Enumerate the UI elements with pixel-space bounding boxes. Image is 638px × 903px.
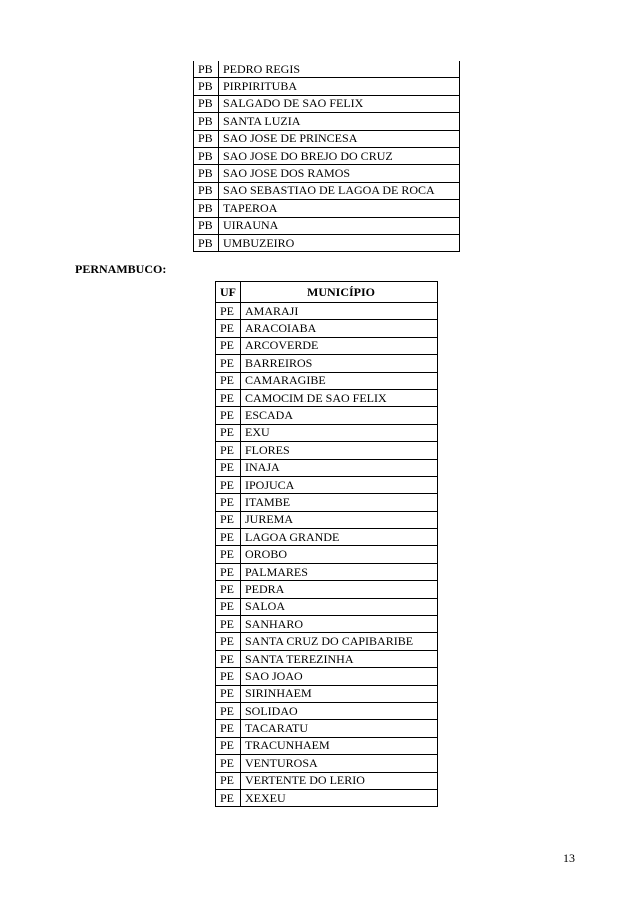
- table-row: [216, 772, 438, 789]
- table-row: [216, 476, 438, 493]
- table-row: [194, 130, 460, 147]
- cell-uf: PE: [216, 685, 241, 702]
- cell-uf: PE: [216, 476, 241, 493]
- cell-municipio: IPOJUCA: [241, 476, 438, 493]
- cell-municipio: SAO JOSE DE PRINCESA: [219, 130, 460, 147]
- cell-uf: PE: [216, 598, 241, 615]
- table-row: [216, 563, 438, 580]
- cell-municipio: SANTA LUZIA: [219, 113, 460, 130]
- cell-uf: PB: [194, 78, 219, 95]
- table-row: [216, 616, 438, 633]
- cell-municipio: SAO JOAO: [241, 668, 438, 685]
- cell-municipio: SAO JOSE DOS RAMOS: [219, 165, 460, 182]
- table-row: [216, 407, 438, 424]
- table-row: [194, 182, 460, 199]
- table-row: [216, 755, 438, 772]
- cell-uf: PB: [194, 200, 219, 217]
- table-row: [216, 685, 438, 702]
- cell-municipio: CAMOCIM DE SAO FELIX: [241, 389, 438, 406]
- cell-municipio: PEDRA: [241, 581, 438, 598]
- table-row: [194, 165, 460, 182]
- cell-municipio: JUREMA: [241, 511, 438, 528]
- cell-uf: PE: [216, 737, 241, 754]
- cell-municipio: SOLIDAO: [241, 702, 438, 719]
- table-row: [194, 95, 460, 112]
- cell-municipio: EXU: [241, 424, 438, 441]
- cell-municipio: SAO JOSE DO BREJO DO CRUZ: [219, 147, 460, 164]
- table-row: [216, 737, 438, 754]
- cell-uf: PE: [216, 424, 241, 441]
- table-row: [194, 113, 460, 130]
- cell-municipio: SALGADO DE SAO FELIX: [219, 95, 460, 112]
- table-row: [216, 529, 438, 546]
- cell-uf: PB: [194, 130, 219, 147]
- cell-uf: PE: [216, 668, 241, 685]
- table-row: [216, 720, 438, 737]
- cell-uf: PE: [216, 320, 241, 337]
- table-row: [216, 459, 438, 476]
- cell-municipio: INAJA: [241, 459, 438, 476]
- pe-table-body: [216, 303, 438, 807]
- table-row: [216, 442, 438, 459]
- cell-municipio: ESCADA: [241, 407, 438, 424]
- cell-uf: PE: [216, 529, 241, 546]
- cell-uf: PB: [194, 217, 219, 234]
- cell-municipio: SAO SEBASTIAO DE LAGOA DE ROCA: [219, 182, 460, 199]
- cell-uf: PB: [194, 147, 219, 164]
- cell-municipio: TACARATU: [241, 720, 438, 737]
- table-row: [194, 61, 460, 78]
- pb-municipalities-table: [193, 61, 460, 252]
- header-uf: UF: [216, 282, 241, 303]
- cell-municipio: PEDRO REGIS: [219, 61, 460, 78]
- table-row: [216, 355, 438, 372]
- table-row: [216, 668, 438, 685]
- pe-municipalities-table: [215, 281, 438, 807]
- cell-municipio: TAPEROA: [219, 200, 460, 217]
- cell-municipio: SANTA TEREZINHA: [241, 650, 438, 667]
- pb-table-body: [194, 61, 460, 252]
- table-row: [216, 389, 438, 406]
- cell-uf: PE: [216, 720, 241, 737]
- cell-uf: PE: [216, 702, 241, 719]
- cell-uf: PE: [216, 407, 241, 424]
- cell-uf: PE: [216, 459, 241, 476]
- cell-municipio: UMBUZEIRO: [219, 234, 460, 251]
- table-row: [216, 494, 438, 511]
- table-row: [216, 424, 438, 441]
- cell-uf: PE: [216, 581, 241, 598]
- header-municipio: MUNICÍPIO: [241, 282, 438, 303]
- cell-municipio: ARACOIABA: [241, 320, 438, 337]
- page-number: 13: [563, 851, 575, 865]
- cell-uf: PE: [216, 389, 241, 406]
- cell-municipio: CAMARAGIBE: [241, 372, 438, 389]
- cell-uf: PE: [216, 633, 241, 650]
- cell-uf: PE: [216, 616, 241, 633]
- cell-municipio: UIRAUNA: [219, 217, 460, 234]
- table-row: [216, 581, 438, 598]
- table-row: [216, 633, 438, 650]
- cell-uf: PB: [194, 113, 219, 130]
- table-row: [194, 234, 460, 251]
- cell-municipio: AMARAJI: [241, 303, 438, 320]
- cell-municipio: XEXEU: [241, 789, 438, 806]
- cell-uf: PE: [216, 355, 241, 372]
- table-row: [216, 320, 438, 337]
- cell-municipio: SANHARO: [241, 616, 438, 633]
- cell-municipio: PALMARES: [241, 563, 438, 580]
- cell-uf: PB: [194, 165, 219, 182]
- cell-uf: PB: [194, 95, 219, 112]
- table-row: [216, 789, 438, 806]
- cell-uf: PB: [194, 61, 219, 78]
- table-row: [194, 217, 460, 234]
- cell-uf: PE: [216, 442, 241, 459]
- cell-uf: PE: [216, 337, 241, 354]
- cell-municipio: BARREIROS: [241, 355, 438, 372]
- cell-uf: PE: [216, 789, 241, 806]
- table-row: [216, 702, 438, 719]
- cell-municipio: VERTENTE DO LERIO: [241, 772, 438, 789]
- cell-uf: PE: [216, 650, 241, 667]
- table-row: [194, 78, 460, 95]
- cell-municipio: OROBO: [241, 546, 438, 563]
- section-title-pernambuco: PERNAMBUCO:: [75, 262, 167, 276]
- table-row: [216, 303, 438, 320]
- table-row: [216, 598, 438, 615]
- table-header-row: [216, 282, 438, 303]
- table-row: [216, 511, 438, 528]
- cell-uf: PE: [216, 511, 241, 528]
- cell-uf: PE: [216, 772, 241, 789]
- table-row: [216, 546, 438, 563]
- cell-municipio: FLORES: [241, 442, 438, 459]
- cell-uf: PE: [216, 303, 241, 320]
- cell-uf: PE: [216, 494, 241, 511]
- cell-uf: PE: [216, 372, 241, 389]
- cell-municipio: SANTA CRUZ DO CAPIBARIBE: [241, 633, 438, 650]
- cell-municipio: TRACUNHAEM: [241, 737, 438, 754]
- cell-municipio: ARCOVERDE: [241, 337, 438, 354]
- cell-municipio: SALOA: [241, 598, 438, 615]
- cell-municipio: SIRINHAEM: [241, 685, 438, 702]
- cell-municipio: PIRPIRITUBA: [219, 78, 460, 95]
- table-row: [194, 147, 460, 164]
- cell-uf: PB: [194, 234, 219, 251]
- cell-uf: PB: [194, 182, 219, 199]
- table-row: [194, 200, 460, 217]
- table-row: [216, 372, 438, 389]
- cell-uf: PE: [216, 755, 241, 772]
- cell-municipio: LAGOA GRANDE: [241, 529, 438, 546]
- table-row: [216, 337, 438, 354]
- cell-uf: PE: [216, 546, 241, 563]
- table-row: [216, 650, 438, 667]
- cell-municipio: VENTUROSA: [241, 755, 438, 772]
- cell-uf: PE: [216, 563, 241, 580]
- cell-municipio: ITAMBE: [241, 494, 438, 511]
